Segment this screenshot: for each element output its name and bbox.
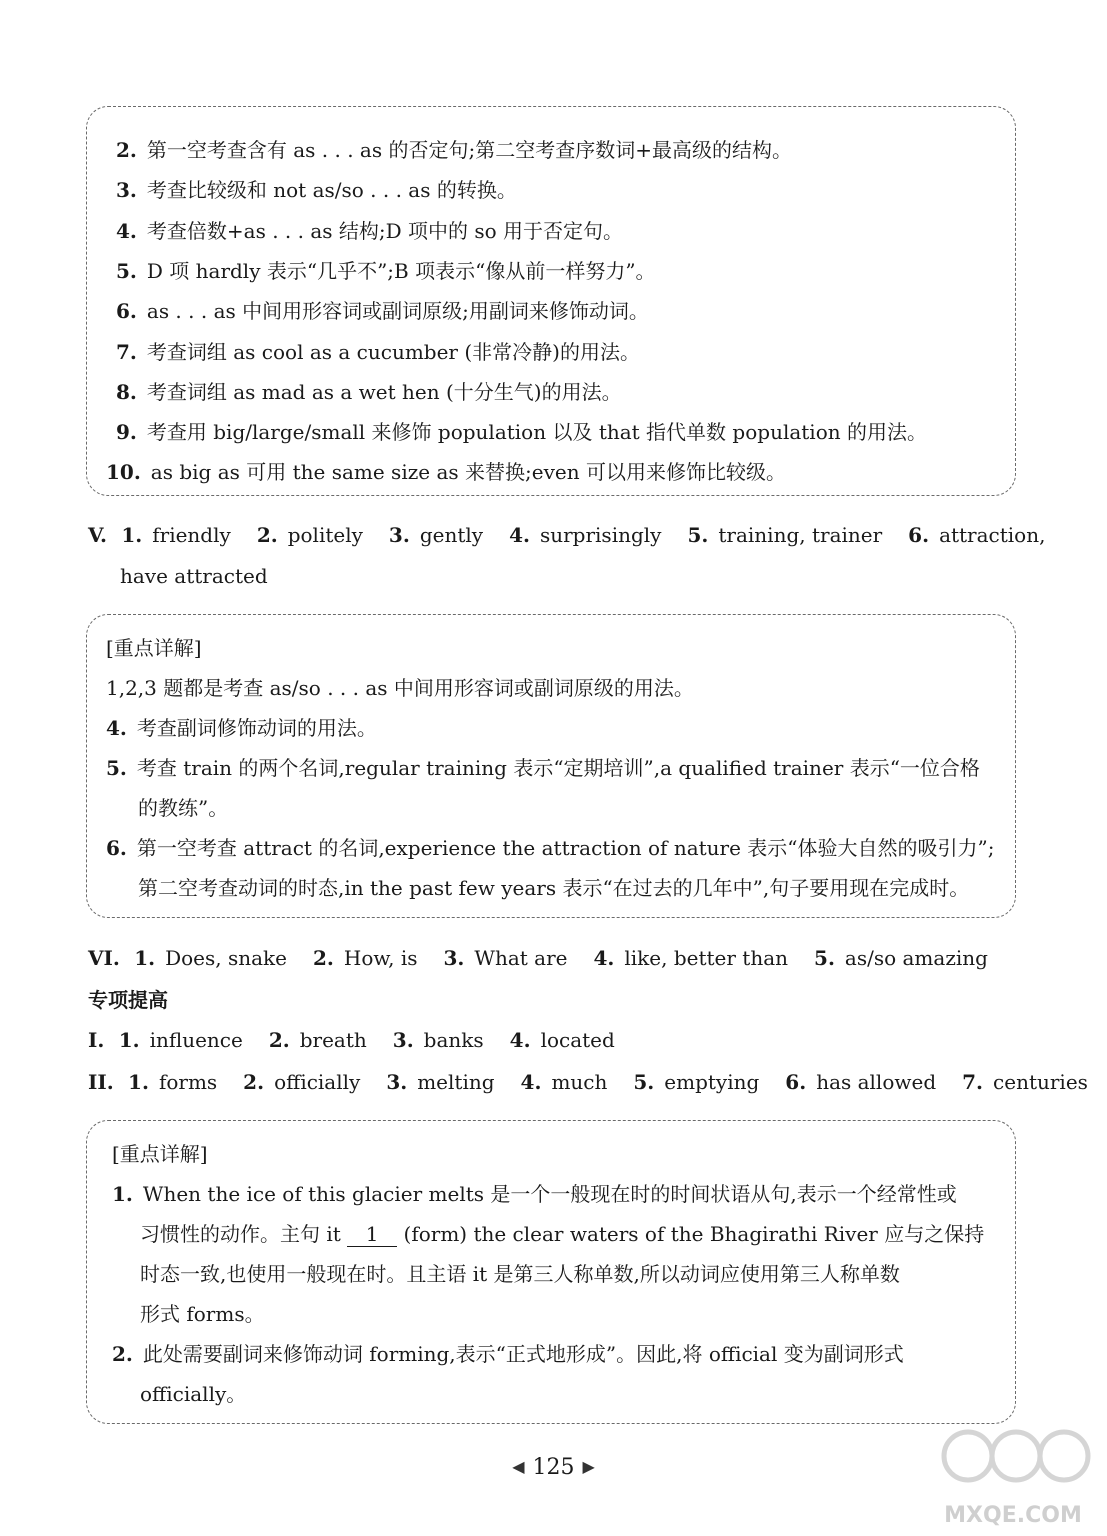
answer-text: emptying xyxy=(664,1070,760,1094)
box1-item: 7. 考查词组 as cool as a cucumber (非常冷静)的用法。 xyxy=(116,339,640,364)
section-i-answers xyxy=(88,1020,615,1060)
box1-item: 3. 考查比较级和 not as/so . . . as 的转换。 xyxy=(116,178,517,203)
box1-item: 10. as big as 可用 the same size as 来替换;even 可以用来修饰比较级。 xyxy=(106,460,786,485)
answer-number: 3. xyxy=(443,946,465,970)
box3-item-1: 1. When the ice of this glacier melts 是一个一般现在时的时间状语从句,表示一个经常性或 xyxy=(112,1182,957,1206)
section-v-answers xyxy=(88,515,1045,555)
box2-item-5-cont: 的教练”。 xyxy=(138,796,229,820)
box3-item-1-line2: 习惯性的动作。主句 it 1 (form) the clear waters of the Bhagirathi River 应与之保持 xyxy=(140,1222,985,1246)
box2-item-6: 6. 第一空考查 attract 的名词,experience the attraction of nature 表示“体验大自然的吸引力”; xyxy=(106,836,995,860)
box1-item: 5. D 项 hardly 表示“几乎不”;B 项表示“像从前一样努力”。 xyxy=(116,258,656,283)
box1-item: 9. 考查用 big/large/small 来修饰 population 以及 that 指代单数 population 的用法。 xyxy=(116,420,927,445)
box1-item: 2. 第一空考查含有 as . . . as 的否定句;第二空考查序数词+最高级的结构。 xyxy=(116,138,792,162)
answer-number: 1. xyxy=(121,523,143,547)
answer-number: 1. xyxy=(118,1028,140,1052)
answer-number: 3. xyxy=(386,1070,408,1094)
box2-heading: [重点详解] xyxy=(106,636,202,660)
answer-text: like, better than xyxy=(624,946,789,970)
answer-text: training, trainer xyxy=(718,523,883,547)
box2-item-6-cont: 第二空考查动词的时态,in the past few years 表示“在过去的几年中”,句子要用现在完成时。 xyxy=(138,876,970,900)
answer-text: How, is xyxy=(343,946,418,970)
answer-text: politely xyxy=(287,523,363,547)
answer-number: 1. xyxy=(128,1070,149,1094)
box3-item-2: 2. 此处需要副词来修饰动词 forming,表示“正式地形成”。因此,将 official 变为副词形式 xyxy=(112,1342,904,1366)
answer-number: 2. xyxy=(313,946,334,970)
answer-text: officially xyxy=(274,1070,361,1094)
watermark-logo xyxy=(928,1418,1098,1528)
answer-number: 4. xyxy=(509,523,530,547)
watermark-text: MXQE.COM xyxy=(944,1503,1082,1528)
answer-number: 4. xyxy=(520,1070,542,1094)
answer-text: centuries xyxy=(993,1070,1088,1094)
special-title: 专项提高 xyxy=(88,988,168,1012)
answer-number: 2. xyxy=(243,1070,265,1094)
answer-text: What are xyxy=(474,946,568,970)
section-vi-answers xyxy=(88,938,988,978)
answer-number: 6. xyxy=(785,1070,807,1094)
page-number: ◀ 125 ▶ xyxy=(512,1455,595,1480)
answer-text: has allowed xyxy=(816,1070,937,1094)
box2-line1: 1,2,3 题都是考查 as/so . . . as 中间用形容词或副词原级的用法。 xyxy=(106,676,694,700)
answer-text: gently xyxy=(419,523,484,547)
section-ii-answers xyxy=(88,1062,1088,1102)
watermark-graphic-icon xyxy=(928,1418,1098,1498)
box3-item-2-line2: officially。 xyxy=(140,1382,247,1406)
right-triangle-icon: ▶ xyxy=(582,1457,595,1476)
answer-text: Does, snake xyxy=(165,946,288,970)
answer-number: 5. xyxy=(633,1070,655,1094)
section-v-continuation: have attracted xyxy=(120,564,268,588)
left-triangle-icon: ◀ xyxy=(512,1457,525,1476)
section-vi-label: VI. xyxy=(88,946,120,970)
answer-number: 3. xyxy=(392,1028,414,1052)
box3-item-1-line3: 时态一致,也使用一般现在时。且主语 it 是第三人称单数,所以动词应使用第三人称单数 xyxy=(140,1262,900,1286)
answer-text: attraction, xyxy=(939,523,1046,547)
answer-text: as/so amazing xyxy=(844,946,988,970)
answer-blank: 1 xyxy=(347,1222,397,1247)
answer-number: 7. xyxy=(962,1070,984,1094)
box1-item: 4. 考查倍数+as . . . as 结构;D 项中的 so 用于否定句。 xyxy=(116,218,624,243)
box3-heading: [重点详解] xyxy=(112,1142,208,1166)
answer-text: banks xyxy=(423,1028,484,1052)
answer-number: 1. xyxy=(134,946,156,970)
section-i-label: I. xyxy=(88,1028,105,1052)
answer-text: located xyxy=(540,1028,615,1052)
answer-number: 3. xyxy=(388,523,410,547)
section-v-label: V. xyxy=(88,523,107,547)
answer-text: influence xyxy=(149,1028,243,1052)
section-ii-label: II. xyxy=(88,1070,114,1094)
box1-item: 8. 考查词组 as mad as a wet hen (十分生气)的用法。 xyxy=(116,379,622,404)
box3-item-1-line4: 形式 forms。 xyxy=(140,1302,265,1326)
answer-number: 4. xyxy=(509,1028,531,1052)
answer-text: melting xyxy=(417,1070,495,1094)
answer-text: forms xyxy=(158,1070,218,1094)
answer-text: friendly xyxy=(152,523,231,547)
answer-text: surprisingly xyxy=(539,523,662,547)
box2-item-4: 4. 考查副词修饰动词的用法。 xyxy=(106,716,377,740)
answer-number: 2. xyxy=(268,1028,290,1052)
box1-item: 6. as . . . as 中间用形容词或副词原级;用副词来修饰动词。 xyxy=(116,299,649,324)
answer-text: breath xyxy=(299,1028,367,1052)
answer-number: 5. xyxy=(814,946,835,970)
box2-item-5: 5. 考查 train 的两个名词,regular training 表示“定期培训”,a qualified trainer 表示“一位合格 xyxy=(106,756,980,780)
answer-number: 2. xyxy=(256,523,278,547)
answer-text: much xyxy=(551,1070,608,1094)
answer-number: 6. xyxy=(908,523,930,547)
answer-number: 4. xyxy=(593,946,615,970)
answer-number: 5. xyxy=(687,523,709,547)
